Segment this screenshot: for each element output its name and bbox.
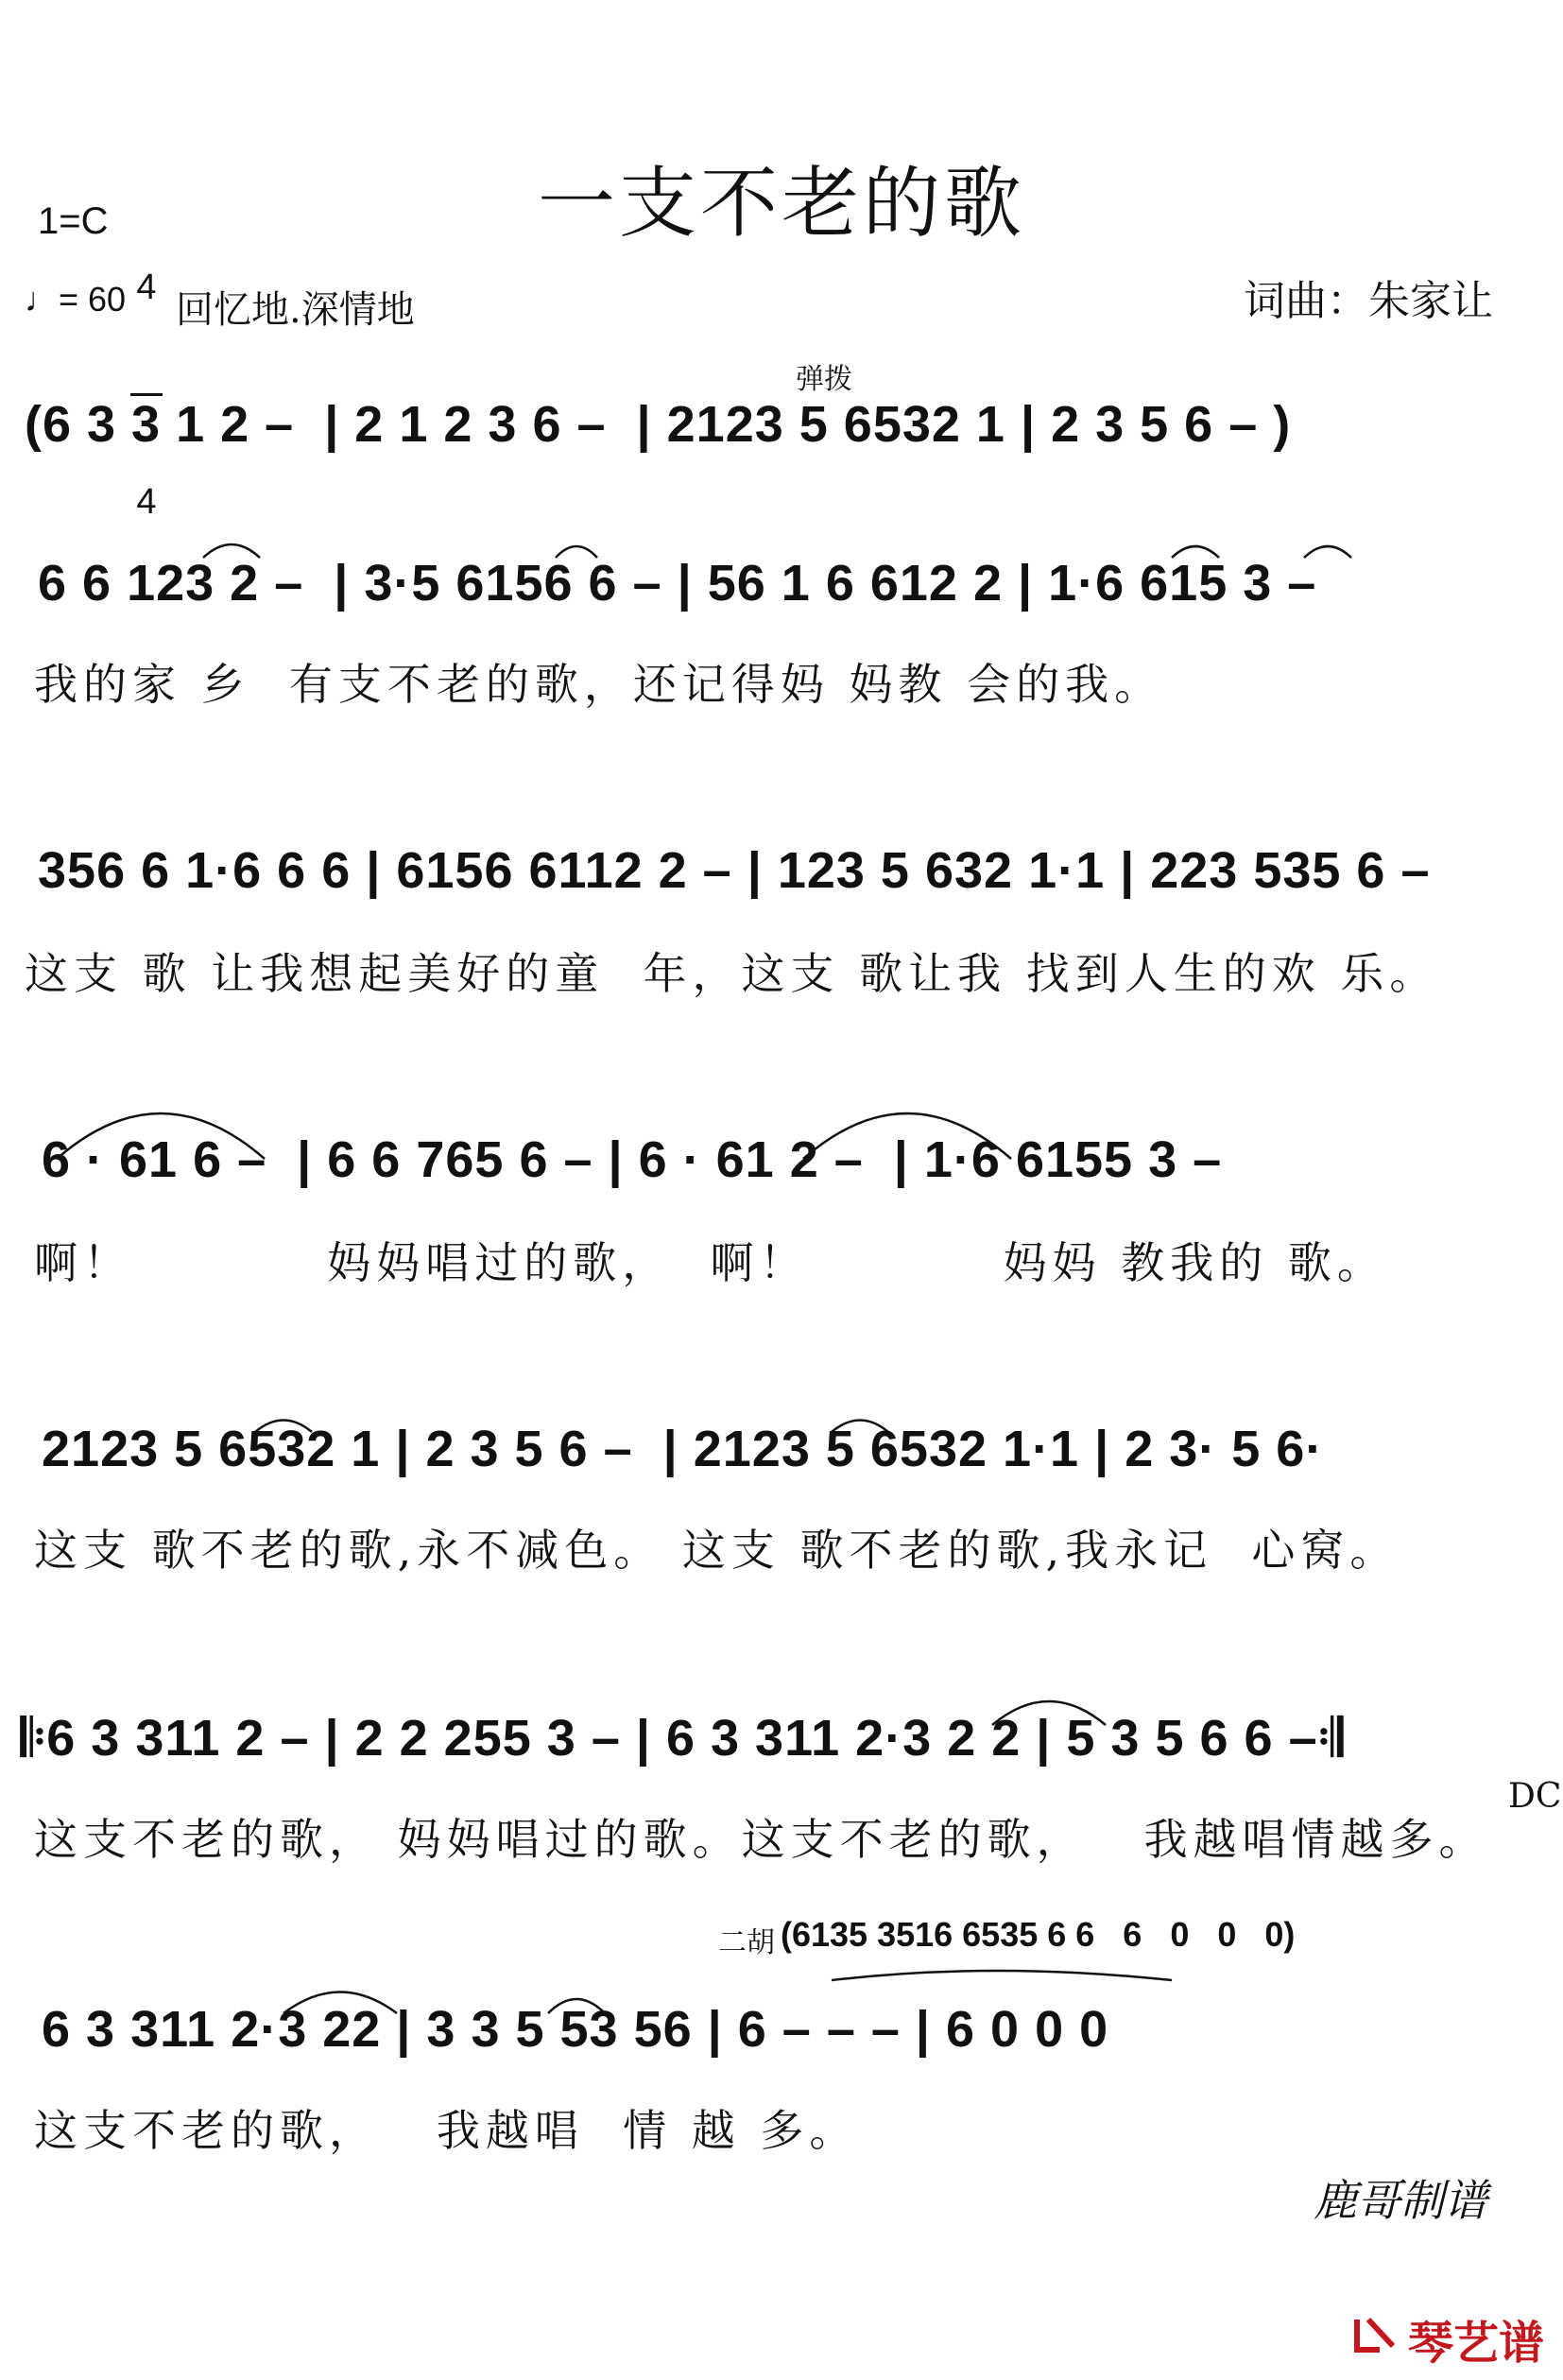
arranger-signature: 鹿哥制谱 <box>1314 2175 1487 2226</box>
dc-marking: DC <box>1508 1777 1562 1816</box>
lyrics-row-6: 这支不老的歌， 妈妈唱过的歌。这支不老的歌， 我越唱情越多。 <box>34 1814 1488 1865</box>
meter-bottom: 4 <box>136 482 157 522</box>
notation-row-3: 356 6 1·6 6 6 | 6156 6112 2 – | 123 5 632 1·1 | 223 535 6 – <box>38 842 1431 899</box>
song-title: 一支不老的歌 <box>537 159 1025 249</box>
notation-row-6: 𝄆6 3 311 2 – | 2 2 255 3 – | 6 3 311 2·3 2 2 | 5 3 5 6 6 –𝄇 <box>21 1710 1344 1767</box>
notation-row-2: 6 6 123 2 – | 3·5 6156 6 – | 56 1 6 612 2 | 1·6 615 3 – <box>38 555 1317 612</box>
lyrics-row-5: 这支 歌不老的歌,永不减色。 这支 歌不老的歌,我永记 心窝。 <box>34 1525 1400 1576</box>
brand-name: 琴艺谱 <box>1408 2317 1545 2370</box>
tempo-marking: ♩= 60 <box>25 280 127 319</box>
pluck-annotation: 弹拨 <box>796 363 852 396</box>
lyrics-row-4: 啊！ 妈妈唱过的歌， 啊！ 妈妈 教我的 歌。 <box>34 1237 1386 1288</box>
erhu-label: 二胡 <box>718 1926 775 1959</box>
key-signature: 1=C <box>38 200 109 242</box>
notation-row-4: 6 · 61 6 – | 6 6 765 6 – | 6 · 61 2 – | 1·6 6155 3 – <box>42 1131 1223 1188</box>
notation-row-5: 2123 5 6532 1 | 2 3 5 6 – | 2123 5 6532 1·1 | 2 3· 5 6· <box>42 1421 1324 1477</box>
expression-marking: 回忆地.深情地 <box>176 288 415 332</box>
meter-top: 4 <box>136 267 157 307</box>
lyrics-row-7: 这支不老的歌， 我越唱 情 越 多。 <box>34 2105 859 2156</box>
notation-row-7: 6 3 311 2·3 22 | 3 3 5 53 56 | 6 – – – | 6 0 0 0 <box>42 2001 1109 2058</box>
lyrics-row-2: 我的家 乡 有支不老的歌，还记得妈 妈教 会的我。 <box>34 659 1164 710</box>
notation-row-1: (6 3 3 1 2 – | 2 1 2 3 6 – | 2123 5 6532 1 | 2 3 5 6 – ) <box>25 396 1292 453</box>
erhu-notation: (6135 3516 6535 6 6 6 0 0 0) <box>781 1915 1296 1954</box>
lyricist-composer-credit: 词曲：朱家让 <box>1244 277 1493 325</box>
lyrics-row-3: 这支 歌 让我想起美好的童 年，这支 歌让我 找到人生的欢 乐。 <box>25 948 1439 999</box>
